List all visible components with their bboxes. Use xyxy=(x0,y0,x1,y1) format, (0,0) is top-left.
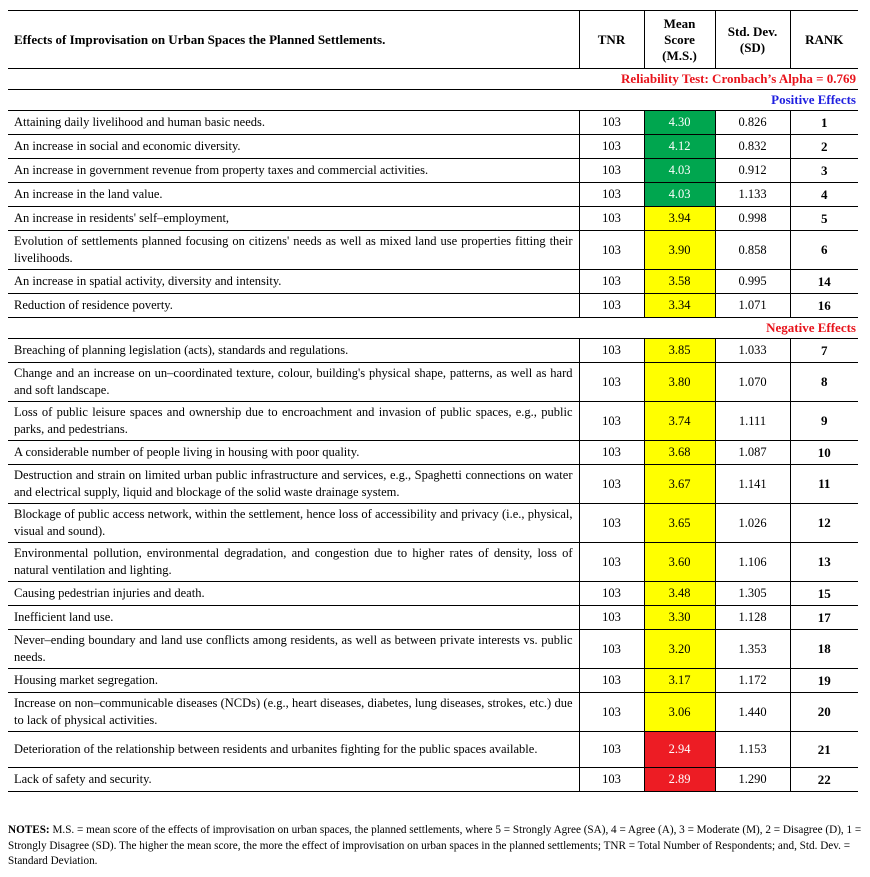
notes-text: M.S. = mean score of the effects of improvisation on urban spaces, the planned settlements, where 5 = Strongly Agree (SA), 4 = Agree (A), 3 = Moderate (M), 2 = Disagree (D), 1 = Strongly Disagree (SD). The higher the mean score, the more the effect of improvisation on urban spaces in the planned settlements; TNR = Total Number of Respondents; and, Std. Dev. = Standard Deviation. xyxy=(8,824,862,867)
std-dev-value: 1.141 xyxy=(715,465,790,504)
rank-value: 7 xyxy=(790,339,858,363)
rank-value: 12 xyxy=(790,504,858,543)
effect-description: Attaining daily livelihood and human basic needs. xyxy=(8,111,579,135)
mean-score: 3.30 xyxy=(644,606,715,630)
mean-score: 3.68 xyxy=(644,441,715,465)
positive-effect-row xyxy=(8,159,858,183)
positive-effect-row xyxy=(8,207,858,231)
negative-effects-label: Negative Effects xyxy=(8,318,858,339)
tnr-value: 103 xyxy=(579,441,644,465)
std-dev-value: 1.305 xyxy=(715,582,790,606)
rank-value: 10 xyxy=(790,441,858,465)
mean-score: 3.67 xyxy=(644,465,715,504)
std-dev-value: 1.440 xyxy=(715,693,790,732)
rank-value: 17 xyxy=(790,606,858,630)
header-description: Effects of Improvisation on Urban Spaces the Planned Settlements. xyxy=(8,11,579,69)
positive-effects-label: Positive Effects xyxy=(8,90,858,111)
header-rank: RANK xyxy=(790,11,858,69)
rank-value: 14 xyxy=(790,270,858,294)
tnr-value: 103 xyxy=(579,693,644,732)
std-dev-value: 1.153 xyxy=(715,732,790,768)
positive-effect-row xyxy=(8,294,858,318)
effect-description: Inefficient land use. xyxy=(8,606,579,630)
rank-value: 6 xyxy=(790,231,858,270)
negative-effect-row xyxy=(8,606,858,630)
std-dev-value: 0.858 xyxy=(715,231,790,270)
std-dev-value: 1.290 xyxy=(715,768,790,792)
std-dev-value: 0.998 xyxy=(715,207,790,231)
negative-effect-row xyxy=(8,339,858,363)
header-tnr: TNR xyxy=(579,11,644,69)
tnr-value: 103 xyxy=(579,732,644,768)
header-sd-line1: Std. Dev. xyxy=(727,23,778,39)
effect-description: Loss of public leisure spaces and ownership due to encroachment and invasion of public spaces, e.g., public parks, and pedestrians. xyxy=(8,402,579,441)
effect-description: Reduction of residence poverty. xyxy=(8,294,579,318)
tnr-value: 103 xyxy=(579,669,644,693)
effect-description: Housing market segregation. xyxy=(8,669,579,693)
effect-description: Destruction and strain on limited urban public infrastructure and services, e.g., Spaghetti connections on water and electrical supply, liquid and blockage of the solid waste drainage system. xyxy=(8,465,579,504)
negative-effect-row xyxy=(8,363,858,402)
rank-value: 19 xyxy=(790,669,858,693)
negative-effects-row xyxy=(8,318,858,339)
rank-value: 16 xyxy=(790,294,858,318)
mean-score: 3.85 xyxy=(644,339,715,363)
rank-value: 15 xyxy=(790,582,858,606)
rank-value: 13 xyxy=(790,543,858,582)
mean-score: 3.17 xyxy=(644,669,715,693)
tnr-value: 103 xyxy=(579,159,644,183)
tnr-value: 103 xyxy=(579,543,644,582)
negative-effect-row xyxy=(8,732,858,768)
negative-effect-row xyxy=(8,693,858,732)
std-dev-value: 1.172 xyxy=(715,669,790,693)
rank-value: 9 xyxy=(790,402,858,441)
header-row xyxy=(8,11,858,69)
mean-score: 3.60 xyxy=(644,543,715,582)
std-dev-value: 0.995 xyxy=(715,270,790,294)
mean-score: 3.90 xyxy=(644,231,715,270)
std-dev-value: 0.832 xyxy=(715,135,790,159)
mean-score: 2.94 xyxy=(644,732,715,768)
tnr-value: 103 xyxy=(579,465,644,504)
header-mean-line2: Score xyxy=(664,31,695,47)
header-mean-score xyxy=(644,11,715,69)
table-notes xyxy=(8,823,863,870)
positive-effect-row xyxy=(8,183,858,207)
rank-value: 8 xyxy=(790,363,858,402)
std-dev-value: 1.087 xyxy=(715,441,790,465)
effect-description: An increase in the land value. xyxy=(8,183,579,207)
negative-effect-row xyxy=(8,768,858,792)
effect-description: An increase in social and economic diversity. xyxy=(8,135,579,159)
mean-score: 4.30 xyxy=(644,111,715,135)
rank-value: 20 xyxy=(790,693,858,732)
effect-description: Evolution of settlements planned focusing on citizens' needs as well as mixed land use properties fitting their livelihoods. xyxy=(8,231,579,270)
header-sd-line2: (SD) xyxy=(739,39,766,55)
mean-score: 3.58 xyxy=(644,270,715,294)
negative-effect-row xyxy=(8,441,858,465)
std-dev-value: 1.111 xyxy=(715,402,790,441)
positive-effect-row xyxy=(8,111,858,135)
mean-score: 3.65 xyxy=(644,504,715,543)
header-mean-line1: Mean xyxy=(663,15,696,31)
positive-effect-row xyxy=(8,135,858,159)
header-mean-line3: (M.S.) xyxy=(662,47,697,63)
rank-value: 3 xyxy=(790,159,858,183)
std-dev-value: 1.033 xyxy=(715,339,790,363)
effect-description: Never–ending boundary and land use conflicts among residents, as well as between private interests vs. public needs. xyxy=(8,630,579,669)
tnr-value: 103 xyxy=(579,363,644,402)
std-dev-value: 0.826 xyxy=(715,111,790,135)
effect-description: Lack of safety and security. xyxy=(8,768,579,792)
mean-score: 3.74 xyxy=(644,402,715,441)
tnr-value: 103 xyxy=(579,294,644,318)
negative-effect-row xyxy=(8,504,858,543)
tnr-value: 103 xyxy=(579,135,644,159)
std-dev-value: 1.070 xyxy=(715,363,790,402)
mean-score: 4.12 xyxy=(644,135,715,159)
effect-description: Increase on non–communicable diseases (NCDs) (e.g., heart diseases, diabetes, lung diseases, strokes, etc.) due to lack of physical activities. xyxy=(8,693,579,732)
mean-score: 4.03 xyxy=(644,183,715,207)
rank-value: 11 xyxy=(790,465,858,504)
std-dev-value: 1.128 xyxy=(715,606,790,630)
negative-effect-row xyxy=(8,543,858,582)
std-dev-value: 1.106 xyxy=(715,543,790,582)
tnr-value: 103 xyxy=(579,111,644,135)
mean-score: 3.94 xyxy=(644,207,715,231)
tnr-value: 103 xyxy=(579,231,644,270)
negative-effect-row xyxy=(8,582,858,606)
effect-description: Environmental pollution, environmental degradation, and congestion due to higher rates of density, loss of natural ventilation and lighting. xyxy=(8,543,579,582)
positive-effects-row xyxy=(8,90,858,111)
mean-score: 4.03 xyxy=(644,159,715,183)
effect-description: Change and an increase on un–coordinated texture, colour, building's physical shape, patterns, as well as hard and soft landscape. xyxy=(8,363,579,402)
notes-label: NOTES: xyxy=(8,824,50,836)
negative-effect-row xyxy=(8,669,858,693)
header-std-dev xyxy=(715,11,790,69)
tnr-value: 103 xyxy=(579,582,644,606)
effect-description: An increase in residents' self–employment, xyxy=(8,207,579,231)
effect-description: An increase in spatial activity, diversity and intensity. xyxy=(8,270,579,294)
std-dev-value: 1.353 xyxy=(715,630,790,669)
negative-effect-row xyxy=(8,465,858,504)
tnr-value: 103 xyxy=(579,606,644,630)
mean-score: 3.34 xyxy=(644,294,715,318)
tnr-value: 103 xyxy=(579,402,644,441)
rank-value: 21 xyxy=(790,732,858,768)
std-dev-value: 1.133 xyxy=(715,183,790,207)
rank-value: 1 xyxy=(790,111,858,135)
rank-value: 5 xyxy=(790,207,858,231)
negative-effect-row xyxy=(8,630,858,669)
tnr-value: 103 xyxy=(579,207,644,231)
std-dev-value: 1.071 xyxy=(715,294,790,318)
mean-score: 3.48 xyxy=(644,582,715,606)
tnr-value: 103 xyxy=(579,630,644,669)
reliability-row xyxy=(8,69,858,90)
mean-score: 3.80 xyxy=(644,363,715,402)
tnr-value: 103 xyxy=(579,504,644,543)
effect-description: An increase in government revenue from property taxes and commercial activities. xyxy=(8,159,579,183)
mean-score: 3.20 xyxy=(644,630,715,669)
mean-score: 2.89 xyxy=(644,768,715,792)
positive-effect-row xyxy=(8,270,858,294)
effect-description: Blockage of public access network, within the settlement, hence loss of accessibility and privacy (i.e., physical, visual and sound). xyxy=(8,504,579,543)
rank-value: 2 xyxy=(790,135,858,159)
reliability-test: Reliability Test: Cronbach’s Alpha = 0.769 xyxy=(8,69,858,90)
std-dev-value: 1.026 xyxy=(715,504,790,543)
effect-description: Deterioration of the relationship between residents and urbanites fighting for the public spaces available. xyxy=(8,732,579,768)
tnr-value: 103 xyxy=(579,339,644,363)
tnr-value: 103 xyxy=(579,270,644,294)
tnr-value: 103 xyxy=(579,768,644,792)
negative-effect-row xyxy=(8,402,858,441)
positive-effect-row xyxy=(8,231,858,270)
rank-value: 4 xyxy=(790,183,858,207)
mean-score: 3.06 xyxy=(644,693,715,732)
rank-value: 22 xyxy=(790,768,858,792)
tnr-value: 103 xyxy=(579,183,644,207)
effect-description: Causing pedestrian injuries and death. xyxy=(8,582,579,606)
std-dev-value: 0.912 xyxy=(715,159,790,183)
effect-description: Breaching of planning legislation (acts), standards and regulations. xyxy=(8,339,579,363)
rank-value: 18 xyxy=(790,630,858,669)
effects-table xyxy=(8,10,858,792)
effect-description: A considerable number of people living in housing with poor quality. xyxy=(8,441,579,465)
